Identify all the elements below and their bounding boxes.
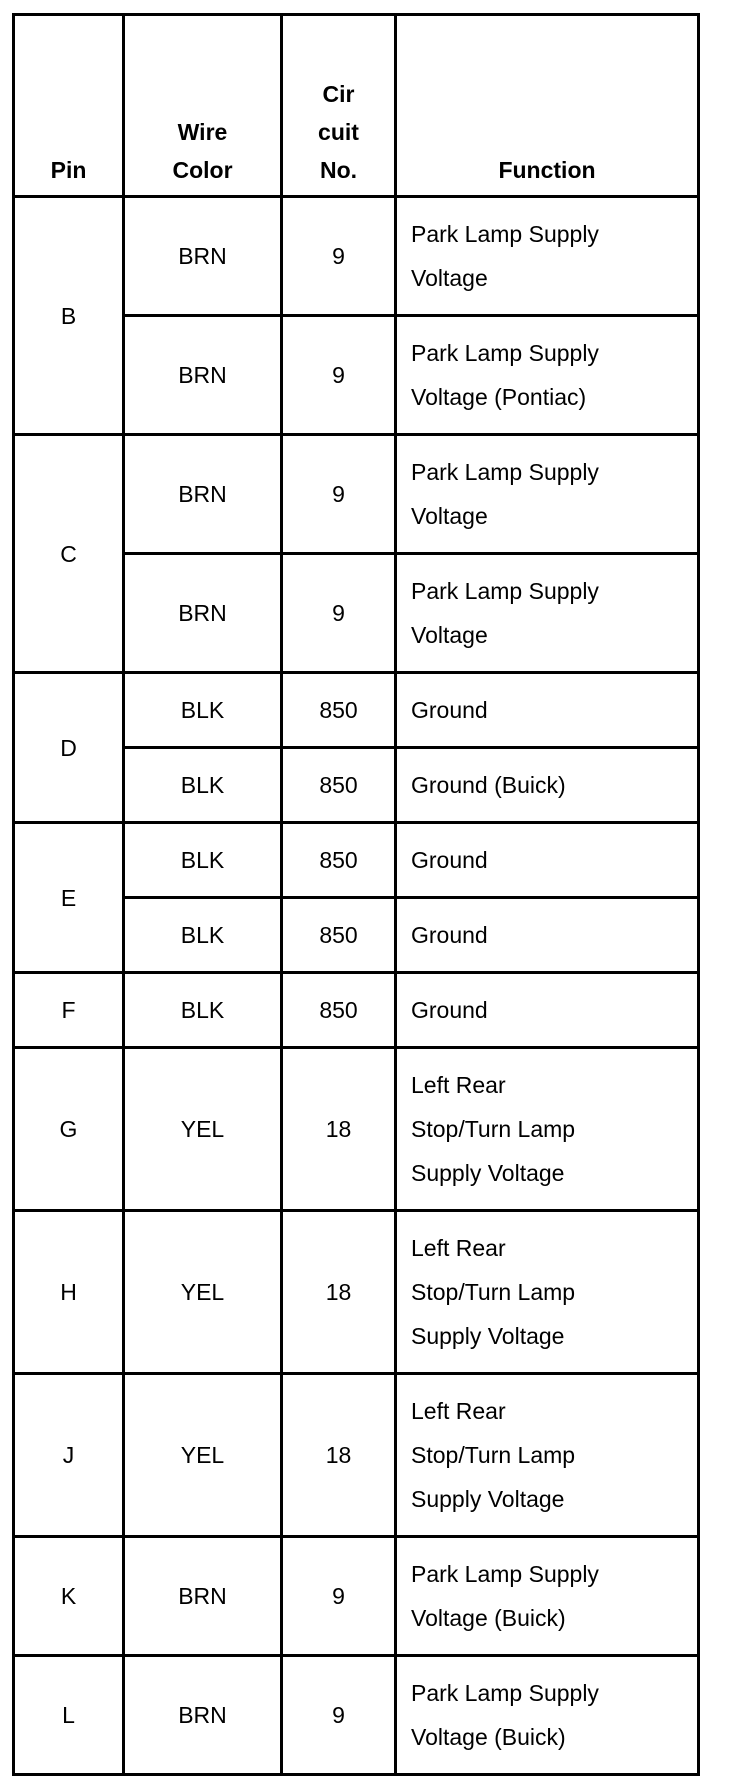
circuit-cell: 850 [282,973,396,1048]
function-cell: Left Rear Stop/Turn Lamp Supply Voltage [396,1048,699,1211]
pin-cell: G [14,1048,124,1211]
circuit-cell: 18 [282,1374,396,1537]
function-cell: Ground [396,673,699,748]
table-row [14,1211,699,1374]
header-function: Function [396,15,699,197]
pin-cell: J [14,1374,124,1537]
table-row [14,435,699,554]
wire-color-cell: BLK [124,898,282,973]
wire-color-cell: BRN [124,197,282,316]
header-row [14,15,699,197]
circuit-cell: 850 [282,823,396,898]
table-row [14,673,699,748]
function-cell: Left Rear Stop/Turn Lamp Supply Voltage [396,1374,699,1537]
table-row [14,1537,699,1656]
table-row [14,1656,699,1775]
circuit-cell: 9 [282,1656,396,1775]
wire-color-cell: BRN [124,435,282,554]
function-cell: Left Rear Stop/Turn Lamp Supply Voltage [396,1211,699,1374]
function-cell: Ground [396,823,699,898]
pin-cell: K [14,1537,124,1656]
function-cell: Park Lamp Supply Voltage [396,554,699,673]
pin-cell: B [14,197,124,435]
pin-cell: L [14,1656,124,1775]
wire-color-cell: BRN [124,1537,282,1656]
wire-color-cell: BLK [124,748,282,823]
wire-color-cell: BLK [124,823,282,898]
function-cell: Park Lamp Supply Voltage (Buick) [396,1656,699,1775]
pin-cell: F [14,973,124,1048]
circuit-cell: 9 [282,197,396,316]
header-circuit-no: Cir cuit No. [282,15,396,197]
function-cell: Park Lamp Supply Voltage [396,197,699,316]
wire-color-cell: BRN [124,316,282,435]
pin-table [12,13,700,1776]
function-cell: Ground [396,898,699,973]
table-row [14,973,699,1048]
function-cell: Park Lamp Supply Voltage (Buick) [396,1537,699,1656]
circuit-cell: 18 [282,1048,396,1211]
pin-cell: D [14,673,124,823]
circuit-cell: 850 [282,673,396,748]
wire-color-cell: YEL [124,1374,282,1537]
wire-color-cell: YEL [124,1211,282,1374]
header-wire-color: Wire Color [124,15,282,197]
table-row [14,1374,699,1537]
pin-cell: E [14,823,124,973]
wire-color-cell: BLK [124,673,282,748]
table-row [14,197,699,316]
table-row [14,1048,699,1211]
circuit-cell: 9 [282,1537,396,1656]
function-cell: Park Lamp Supply Voltage (Pontiac) [396,316,699,435]
pin-cell: C [14,435,124,673]
wire-color-cell: BLK [124,973,282,1048]
pin-cell: H [14,1211,124,1374]
table-row [14,823,699,898]
circuit-cell: 850 [282,748,396,823]
header-pin: Pin [14,15,124,197]
wire-color-cell: YEL [124,1048,282,1211]
circuit-cell: 9 [282,435,396,554]
circuit-cell: 9 [282,316,396,435]
circuit-cell: 18 [282,1211,396,1374]
function-cell: Park Lamp Supply Voltage [396,435,699,554]
function-cell: Ground (Buick) [396,748,699,823]
wire-color-cell: BRN [124,1656,282,1775]
function-cell: Ground [396,973,699,1048]
wire-color-cell: BRN [124,554,282,673]
circuit-cell: 9 [282,554,396,673]
circuit-cell: 850 [282,898,396,973]
